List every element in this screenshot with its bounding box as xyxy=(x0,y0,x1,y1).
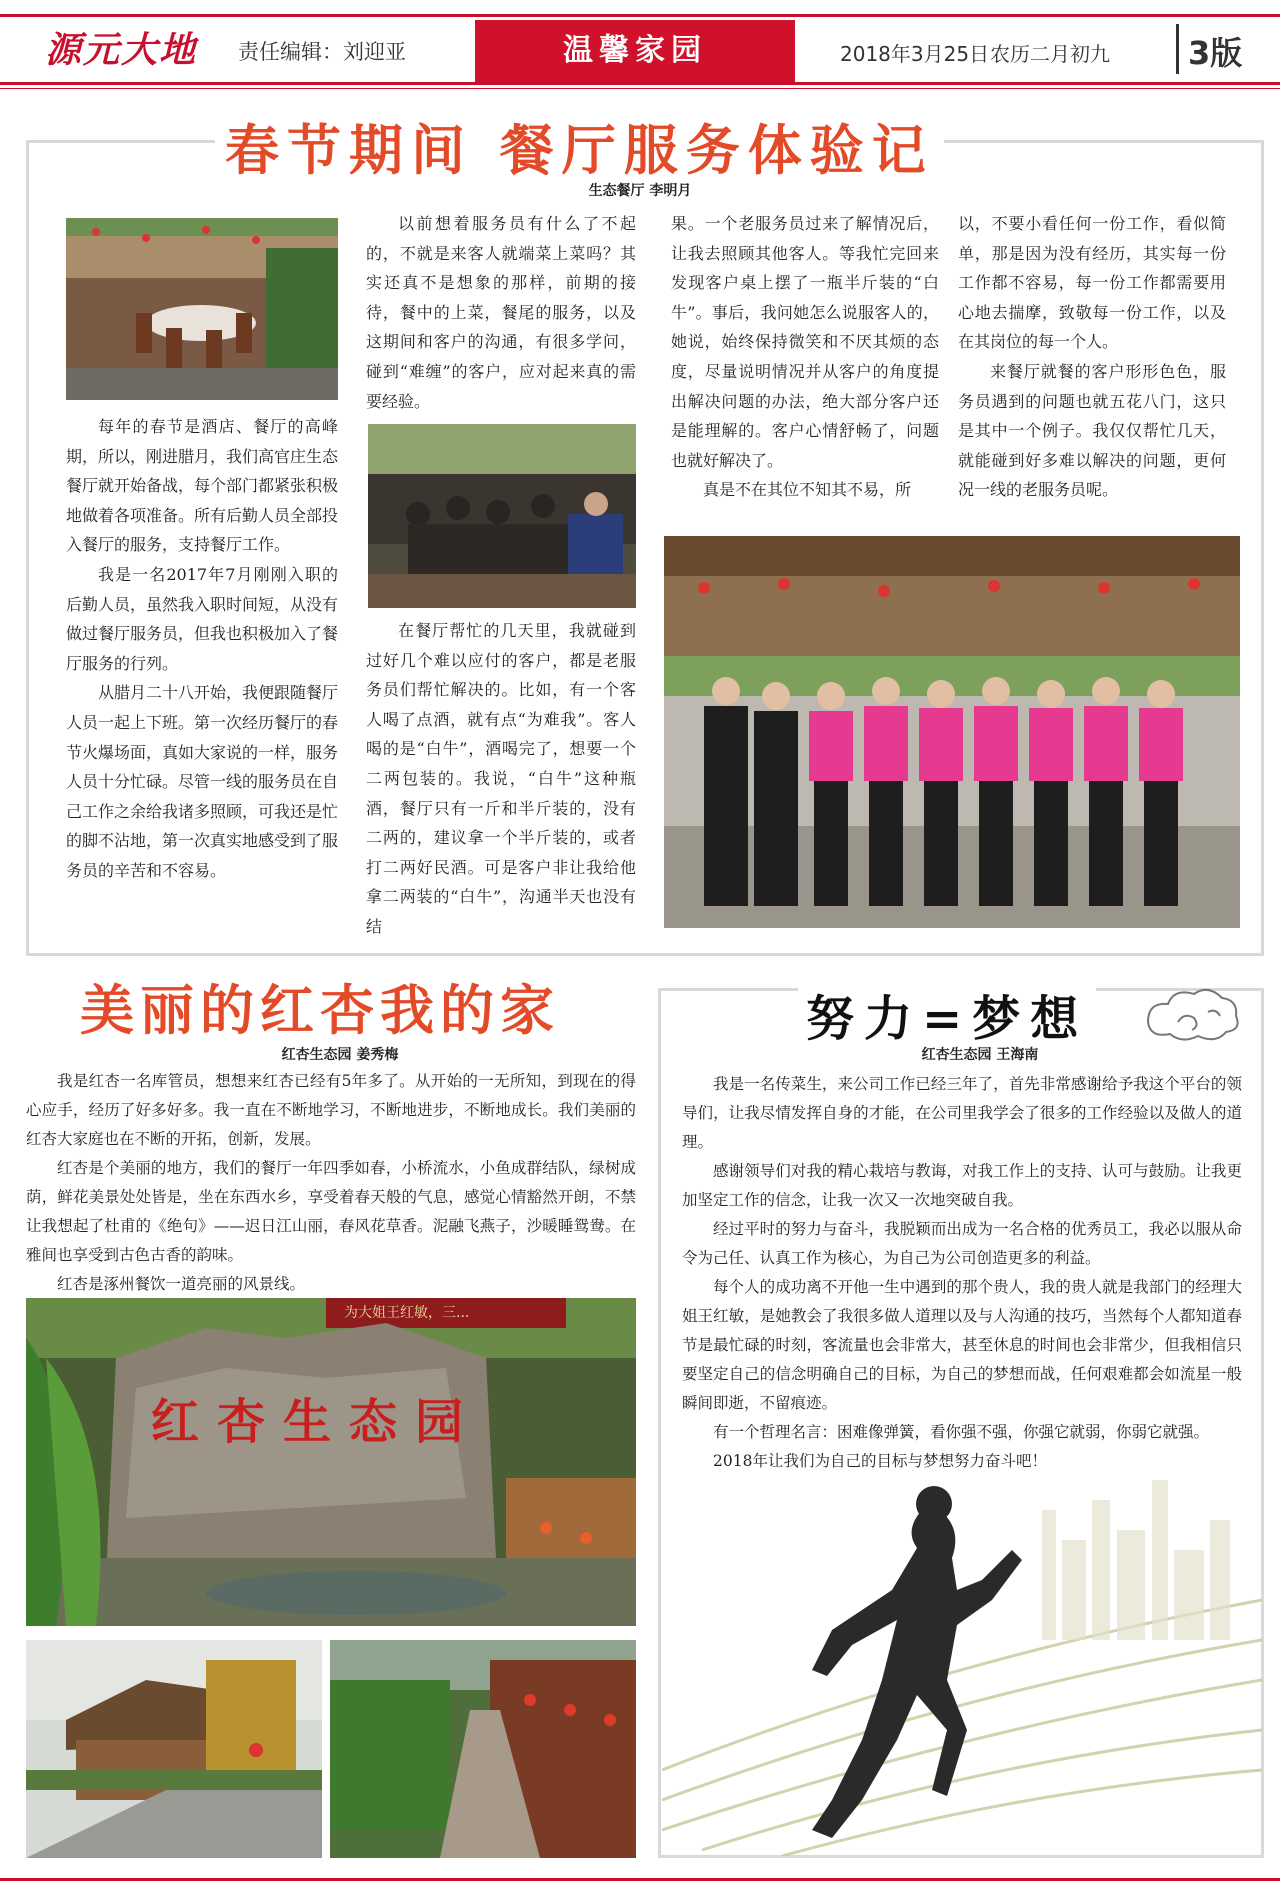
paragraph: 有一个哲理名言：困难像弹簧，看你强不强，你强它就弱，你弱它就强。 xyxy=(713,1423,1210,1441)
page-number: 3版 xyxy=(1188,34,1243,72)
paragraph: 来餐厅就餐的客户形形色色，服务员遇到的问题也就五花八门，这只是其中一个例子。我仅仅帮忙几天，就能碰到好多难以解决的问题，更何况一线的老服务员呢。 xyxy=(958,361,1226,500)
masthead xyxy=(0,0,1280,100)
article1-column2-bottom xyxy=(366,616,636,942)
paragraph: 经过平时的努力与奋斗，我脱颖而出成为一名合格的优秀员工，我必以服从命令为己任、认真工作为核心，为自己为公司创造更多的利益。 xyxy=(682,1220,1242,1267)
paragraph: 我是红杏一名库管员，想想来红杏已经有5年多了。从开始的一无所知，到现在的得心应手，经历了好多好多。我一直在不断地学习，不断地进步，不断地成长。我们美丽的红杏大家庭也在不断的开拓，创新，发展。 xyxy=(26,1072,636,1148)
garden-corridor-photo xyxy=(330,1640,636,1858)
restaurant-interior-photo xyxy=(66,218,338,400)
restaurant-interior-image xyxy=(66,218,338,400)
garden-corridor-image xyxy=(330,1640,636,1858)
masthead-bottom-rule-thin xyxy=(0,88,1280,89)
article1-column4 xyxy=(958,209,1226,505)
cloud-swirl-icon xyxy=(1138,982,1248,1050)
paragraph: 我是一名2017年7月刚刚入职的后勤人员，虽然我入职时间短，从没有做过餐厅服务员，但我也积极加入了餐厅服务的行列。 xyxy=(66,564,339,673)
staff-group-image xyxy=(664,536,1240,928)
wooden-cabin-image xyxy=(26,1640,322,1858)
paragraph: 每个人的成功离不开他一生中遇到的那个贵人，我的贵人就是我部门的经理大姐王红敏，是她教会了我很多做人道理以及与人沟通的技巧，当然每个人都知道春节是最忙碌的时刻，客流量也会非常大，甚至休息的时间也会非常少，但我相信只要坚定自己的信念明确自己的目标，为自己的梦想而战，任何艰难都会如流星一般瞬间即逝，不留痕迹。 xyxy=(682,1278,1242,1412)
paragraph: 红杏是涿州餐饮一道亮丽的风景线。 xyxy=(57,1275,306,1293)
paragraph: 感谢领导们对我的精心栽培与教诲，对我工作上的支持、认可与鼓励。让我更加坚定工作的信念，让我一次又一次地突破自我。 xyxy=(682,1162,1242,1209)
article1-column2-top xyxy=(366,209,636,416)
paragraph: 以前想着服务员有什么了不起的，不就是来客人就端菜上菜吗？其实还真不是想象的那样，前期的接待，餐中的上菜，餐尾的服务，以及这期间和客户的沟通，有很多学问，碰到“难缠”的客户，应对起来真的需要经验。 xyxy=(366,214,636,411)
masthead-top-rule xyxy=(0,14,1280,17)
paragraph: 真是不在其位不知其不易，所 xyxy=(703,480,912,500)
article3-body xyxy=(682,1070,1242,1476)
paragraph: 从腊月二十八开始，我便跟随餐厅人员一起上下班。第一次经历餐厅的春节火爆场面，真如大家说的一样，服务人员十分忙碌。尽管一线的服务员在自己工作之余给我诸多照顾，可我还是忙的脚不沾地，第一次真实地感受到了服务员的辛苦和不容易。 xyxy=(66,683,339,880)
issue-date: 2018年3月25日 xyxy=(840,42,990,66)
rockery-banner-text: 为大姐王红敏，三... xyxy=(344,1305,470,1321)
article1-byline: 生态餐厅 李明月 xyxy=(588,183,692,199)
paragraph: 2018年让我们为自己的目标与梦想努力奋斗吧！ xyxy=(713,1452,1047,1470)
article3-byline: 红杏生态园 王海南 xyxy=(921,1047,1039,1063)
paragraph: 我是一名传菜生，来公司工作已经三年了，首先非常感谢给予我这个平台的领导们，让我尽情发挥自身的才能，在公司里我学会了很多的工作经验以及做人的道理。 xyxy=(682,1075,1242,1151)
rockery-garden-photo xyxy=(26,1298,636,1626)
paragraph: 在餐厅帮忙的几天里，我就碰到过好几个难以应付的客户，都是老服务员们帮忙解决的。比如，有一个客人喝了点酒，就有点“为难我”。客人喝的是“白牛”，酒喝完了，想要一个二两包装的。我说，“白牛”这种瓶酒，餐厅只有一斤和半斤装的，没有二两的，建议拿一个半斤装的，或者打二两好民酒。可是客户非让我给他拿二两装的“白牛”，沟通半天也没有结 xyxy=(366,621,636,936)
article1-column1 xyxy=(66,412,338,886)
article1-title: 春节期间 餐厅服务体验记 xyxy=(215,108,944,185)
footer-rule xyxy=(0,1878,1280,1881)
dining-crowd-image xyxy=(368,424,636,608)
article2-body xyxy=(26,1067,636,1299)
paragraph: 每年的春节是酒店、餐厅的高峰期，所以，刚进腊月，我们高官庄生态餐厅就开始备战，每个部门都紧张积极地做着各项准备。所有后勤人员全部投入餐厅的服务，支持餐厅工作。 xyxy=(66,417,339,555)
rockery-garden-image xyxy=(26,1298,636,1626)
article2-title: 美丽的红杏我的家 xyxy=(80,978,560,1042)
lunar-date: 农历二月初九 xyxy=(990,42,1110,66)
article3-title: 努力=梦想 xyxy=(798,980,1096,1049)
section-title: 温馨家园 xyxy=(475,20,795,82)
staff-group-photo xyxy=(664,536,1240,928)
wooden-cabin-photo xyxy=(26,1640,322,1858)
article2-byline: 红杏生态园 姜秀梅 xyxy=(281,1047,399,1063)
paragraph: 以，不要小看任何一份工作，看似简单，那是因为没有经历，其实每一份工作都不容易，每一份工作都需要用心地去揣摩，致敬每一份工作，以及在其岗位的每一个人。 xyxy=(958,214,1226,352)
rockery-carved-text: 红杏生态园 xyxy=(151,1394,482,1450)
runner-illustration xyxy=(662,1440,1262,1856)
masthead-bottom-rule xyxy=(0,82,1280,85)
editor-credit: 责任编辑：刘迎亚 xyxy=(238,40,406,64)
dining-crowd-photo xyxy=(368,424,636,608)
newspaper-brand: 源元大地 xyxy=(45,29,198,71)
paragraph: 果。一个老服务员过来了解情况后，让我去照顾其他客人。等我忙完回来发现客户桌上摆了一瓶半斤装的“白牛”。事后，我问她怎么说服客人的，她说，始终保持微笑和不厌其烦的态度，尽量说明情况并从客户的角度提出解决问题的办法，绝大部分客户还是能理解的。客户心情舒畅了，问题也就好解决了。 xyxy=(671,214,939,470)
masthead-divider xyxy=(1176,24,1179,74)
paragraph: 红杏是个美丽的地方，我们的餐厅一年四季如春，小桥流水，小鱼成群结队，绿树成荫，鲜花美景处处皆是，坐在东西水乡，享受着春天般的气息，感觉心情豁然开朗，不禁让我想起了杜甫的《绝句》——迟日江山丽，春风花草香。泥融飞燕子，沙暖睡鸳鸯。在雅间也享受到古色古香的韵味。 xyxy=(26,1159,636,1264)
article1-column3 xyxy=(671,209,939,505)
